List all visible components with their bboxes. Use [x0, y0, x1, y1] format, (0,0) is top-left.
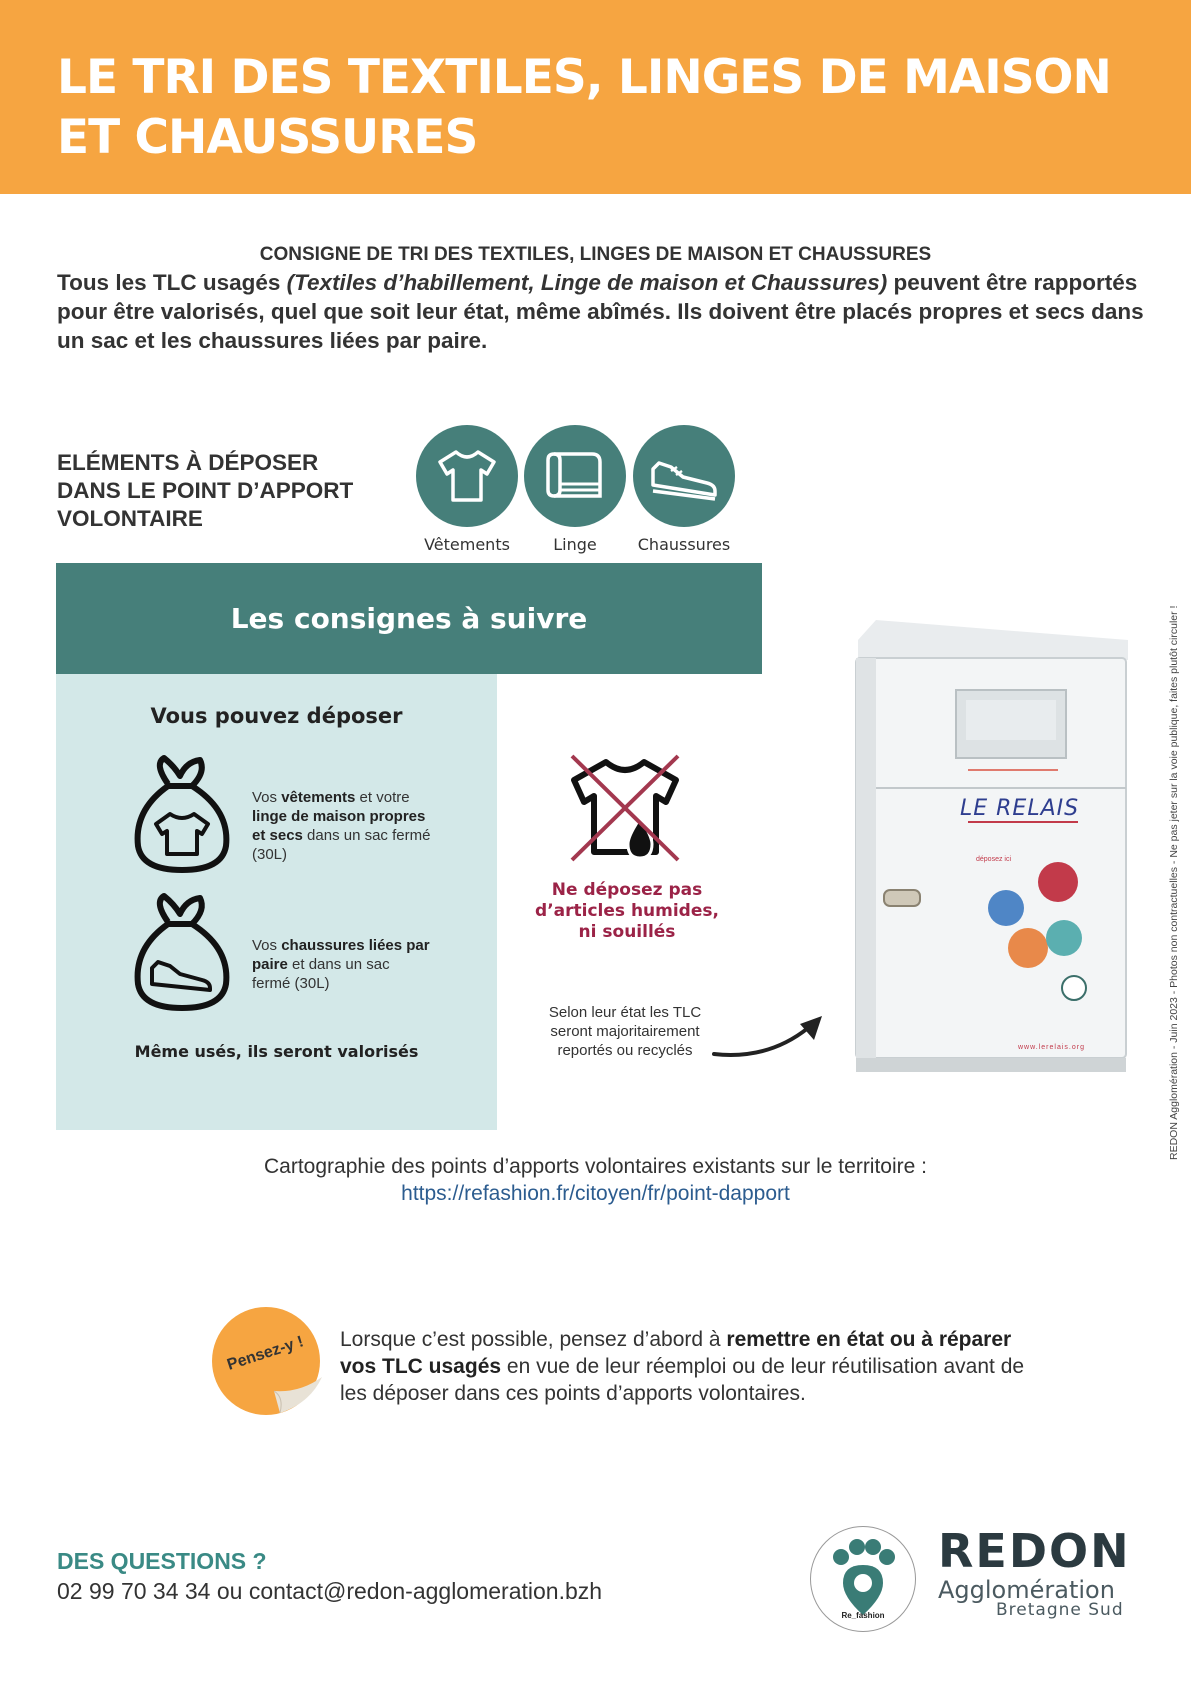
elements-title [57, 449, 387, 533]
redon-agglomeration-logo [938, 1524, 1138, 1626]
intro-italic: (Textiles d’habillement, Linge de maison et Chaussures) [286, 270, 888, 295]
arrow-icon [708, 1010, 828, 1070]
state-line: seront majoritairement [550, 1023, 700, 1040]
category-label: Vêtements [424, 535, 510, 554]
pensez-y-sticker [210, 1305, 330, 1420]
questions-title: DES QUESTIONS ? [57, 1548, 267, 1574]
state-line: reportés ou recyclés [557, 1042, 693, 1059]
refashion-logo [810, 1526, 916, 1632]
intro-text-2: peuvent être rapportés pour être valorisés, quel que soit leur état, même abîmés. Ils doivent être placés propres et secs dans un sac et les chaussures liées par paire. [57, 270, 1144, 353]
item-text: et votre [355, 789, 410, 806]
intro-text-1: Tous les TLC usagés [57, 270, 287, 295]
page-title [57, 48, 1137, 168]
item-bold: linge de maison propres et secs [252, 808, 426, 844]
container-brand: LE RELAIS [960, 796, 1080, 821]
pensez-text-part: en vue de leur réemploi ou de leur réutilisation avant de les déposer dans ces points d’apports volontaires. [340, 1355, 1025, 1405]
map-link[interactable]: https://refashion.fr/citoyen/fr/point-dapport [401, 1182, 790, 1205]
elements-title-line-1: ELÉMENTS À DÉPOSER [57, 450, 319, 475]
container-depose-label: déposez ici [976, 856, 1012, 863]
redon-logo-agglo: Agglomération [938, 1576, 1115, 1604]
state-line: Selon leur état les TLC [548, 1004, 702, 1021]
item-bold: vêtements [281, 789, 356, 806]
warning-line: d’articles humides, [535, 901, 719, 921]
deposit-item-shoes [252, 936, 432, 993]
collection-container-photo [828, 620, 1138, 1080]
deposit-item-clothes [252, 788, 432, 864]
category-linge [524, 425, 626, 554]
category-circle [633, 425, 735, 527]
pensez-text-part: Lorsque c’est possible, pensez d’abord à [340, 1328, 727, 1351]
refashion-label: Re_fashion [841, 1611, 885, 1620]
towel-icon [544, 448, 606, 504]
category-label: Chaussures [637, 535, 731, 554]
pensez-bold: remettre en état ou à réparer vos TLC usagés [340, 1328, 1012, 1378]
no-wet-items-icon [568, 752, 682, 864]
deposit-heading: Vous pouvez déposer [150, 704, 403, 728]
sticker-text: Pensez-y ! [225, 1333, 306, 1374]
container-illustration [828, 620, 1138, 1080]
shoe-icon [649, 451, 719, 501]
redon-logo-name: REDON [938, 1524, 1131, 1578]
redon-logo-region: Bretagne Sud [996, 1600, 1124, 1620]
pensez-text [340, 1326, 1040, 1407]
elements-title-line-2: DANS LE POINT D’APPORT [57, 478, 354, 503]
title-line-1: LE TRI DES TEXTILES, LINGES DE MAISON [57, 50, 1111, 105]
consigne-heading: CONSIGNE DE TRI DES TEXTILES, LINGES DE MAISON ET CHAUSSURES [259, 244, 932, 265]
item-text: et dans un sac fermé (30L) [252, 956, 390, 992]
contact-info: 02 99 70 34 34 ou contact@redon-agglomeration.bzh [57, 1578, 603, 1604]
deposit-panel [56, 674, 497, 1130]
tshirt-icon [436, 448, 498, 504]
category-circle [416, 425, 518, 527]
map-text: Cartographie des points d’apports volontaires existants sur le territoire : [264, 1155, 927, 1178]
intro-paragraph [57, 268, 1147, 355]
bag-tshirt-icon [134, 754, 230, 874]
side-disclaimer: REDON Agglomération - Juin 2023 - Photos non contractuelles - Ne pas jeter sur la voie publique, faites plutôt circuler ! [1168, 605, 1180, 1160]
category-circle [524, 425, 626, 527]
warning-text [520, 880, 734, 943]
item-text: Vos [252, 789, 282, 806]
consignes-banner [56, 563, 762, 674]
warning-line: ni souillés [578, 922, 676, 942]
item-text: Vos [252, 937, 282, 954]
consignes-title: Les consignes à suivre [230, 602, 588, 635]
warning-line: Ne déposez pas [551, 880, 703, 900]
elements-title-line-3: VOLONTAIRE [57, 506, 203, 531]
category-chaussures [633, 425, 735, 554]
category-vetements [416, 425, 518, 554]
valorise-note: Même usés, ils seront valorisés [134, 1042, 419, 1061]
item-text: dans un sac fermé (30L) [252, 827, 431, 863]
container-website: www.lerelais.org [1018, 1044, 1085, 1051]
state-note [530, 1003, 720, 1060]
bag-shoe-icon [134, 892, 230, 1012]
title-line-2: ET CHAUSSURES [57, 110, 478, 165]
category-label: Linge [553, 535, 597, 554]
item-bold: chaussures liées par paire [252, 937, 430, 973]
